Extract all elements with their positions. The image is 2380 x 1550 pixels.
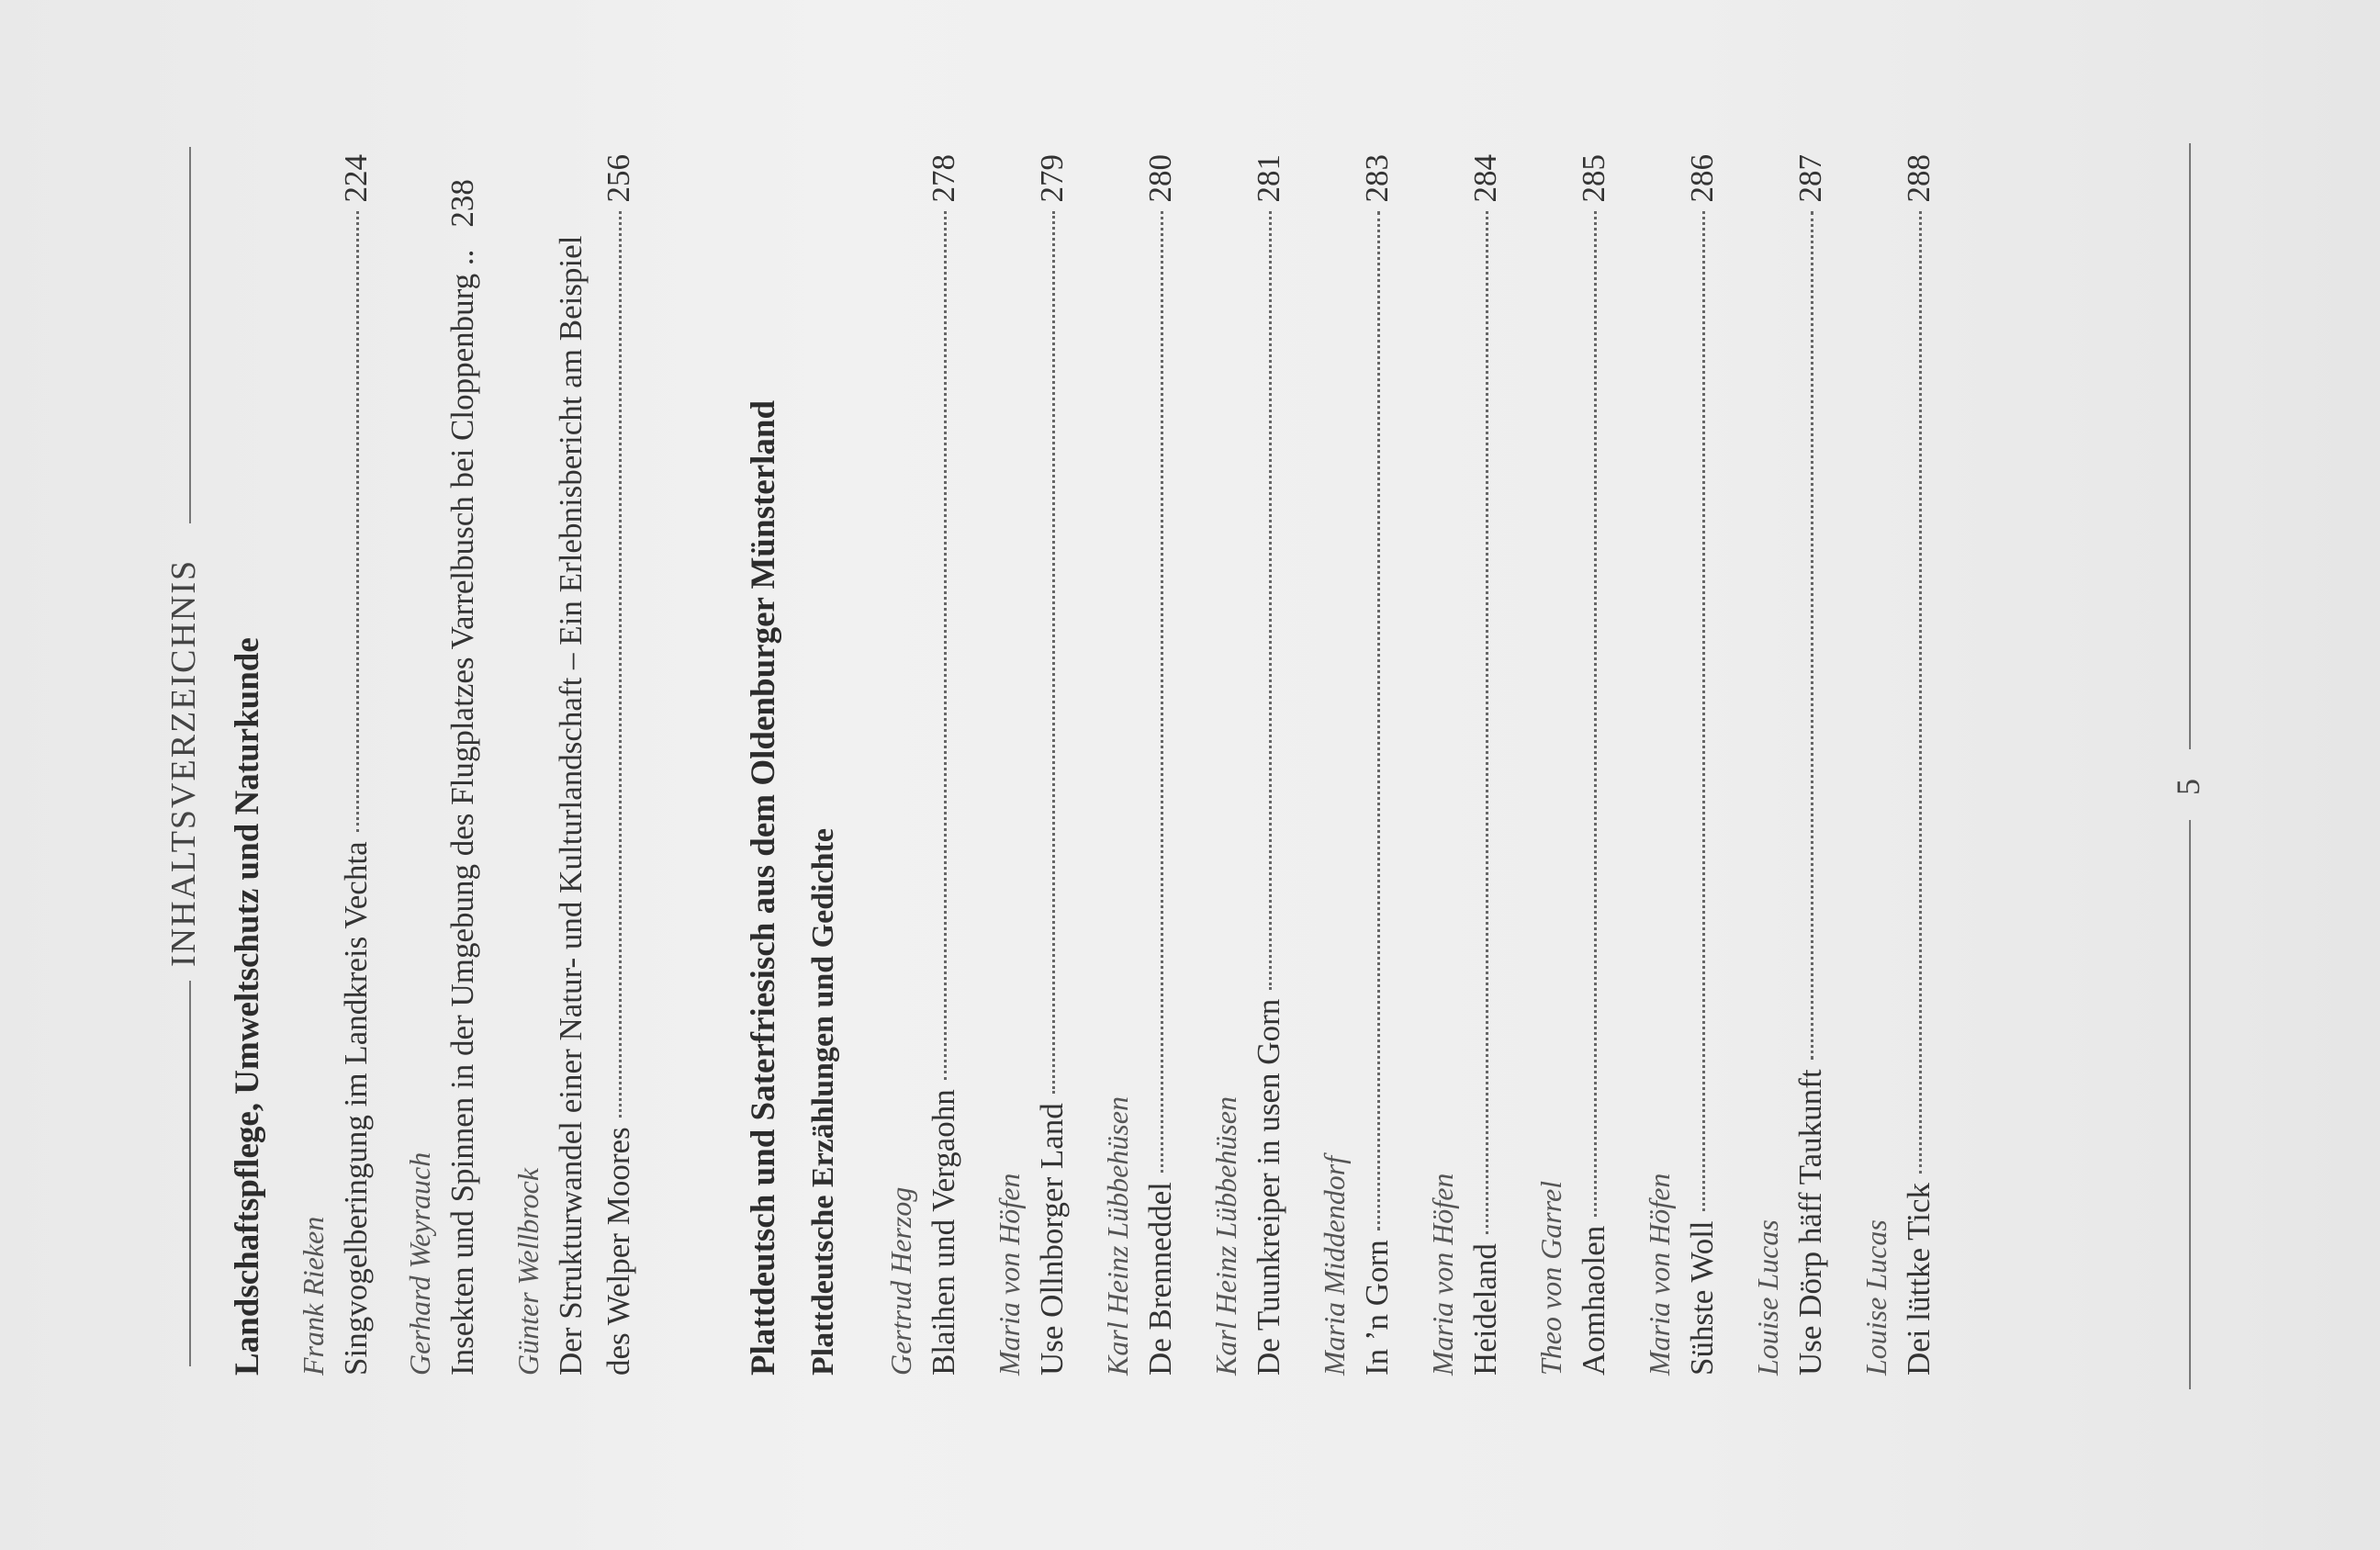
leader-dots (356, 212, 359, 833)
entry-title: Heideland (1467, 1243, 1503, 1376)
entry-author: Maria von Höfen (1426, 1173, 1459, 1376)
entry-author: Günter Wellbrock (511, 1167, 544, 1376)
entry-line (1245, 154, 1293, 1376)
entry-author: Karl Heinz Lübbehüsen (1101, 1096, 1134, 1376)
entry-line (1353, 154, 1401, 1376)
leader-dots (1377, 212, 1380, 1231)
toc-entry (509, 154, 643, 1376)
leader-dots (1269, 212, 1272, 990)
entry-line (920, 154, 968, 1376)
leader-dots (619, 212, 622, 1118)
entry-line (1895, 154, 1943, 1376)
entry-page: 283 (1359, 154, 1395, 203)
section-2-subtitle: Plattdeutsche Erzählungen und Gedichte (806, 828, 840, 1376)
entry-line (1028, 154, 1076, 1376)
entry-author: Maria Middendorf (1318, 1155, 1351, 1376)
entry-line (1787, 154, 1835, 1376)
footer-rule-left (2189, 820, 2191, 1389)
entry-title: In ’n Gorn (1359, 1240, 1395, 1376)
entry-page: 281 (1251, 154, 1286, 203)
toc-entry (1640, 154, 1726, 1376)
section-1-title: Landschaftspflege, Umweltschutz und Naturkunde (229, 637, 266, 1376)
entry-line (1137, 154, 1184, 1376)
entry-author: Maria von Höfen (993, 1173, 1026, 1376)
entry-page: 279 (1034, 154, 1070, 203)
entry-line (1462, 154, 1510, 1376)
leader-dots (1486, 212, 1488, 1235)
entry-title: Sühste Woll (1684, 1220, 1720, 1376)
entry-author: Louise Lucas (1859, 1219, 1892, 1376)
toc-entry (881, 154, 968, 1376)
leader-dots (1702, 212, 1705, 1212)
header-rule-left (189, 981, 191, 1366)
entry-page: 285 (1576, 154, 1611, 203)
header-title: INHALTSVERZEICHNIS (164, 558, 203, 967)
page-number: 5 (2170, 779, 2206, 795)
entry-title: Der Strukturwandel einer Natur- und Kulturlandschaft – Ein Erlebnisbericht am Beispiel (553, 235, 589, 1376)
leader-dots (1161, 212, 1163, 1174)
leader-dots (944, 212, 947, 1081)
entry-author: Louise Lucas (1751, 1219, 1784, 1376)
entry-page: 284 (1467, 154, 1503, 203)
entry-line (1570, 154, 1618, 1376)
entry-author: Frank Rieken (297, 1216, 330, 1376)
entry-title-continued: des Welper Moores (601, 1127, 636, 1376)
leader-dots (1594, 212, 1597, 1217)
entry-author: Theo von Garrel (1534, 1180, 1567, 1376)
toc-entry (1532, 154, 1618, 1376)
entry-page: 286 (1684, 154, 1720, 203)
entry-page: 280 (1142, 154, 1178, 203)
entry-line (1678, 154, 1726, 1376)
entry-author: Gerhard Weyrauch (403, 1151, 436, 1376)
entry-page: 278 (926, 154, 961, 203)
entry-title: Use Ollnborger Land (1034, 1103, 1070, 1376)
leader-dots (1919, 212, 1922, 1174)
entry-title: Use Dörp häff Taukunft (1792, 1069, 1828, 1376)
entry-title: De Tuunkreiper in usen Gorn (1251, 998, 1286, 1376)
entry-title: Aomhaolen (1576, 1225, 1611, 1376)
entry-title: Blaihen und Vergaohn (926, 1089, 961, 1376)
entry-page: 256 (601, 154, 636, 203)
entry-page: 287 (1792, 154, 1828, 203)
entry-title: Singvogelberingung im Landkreis Vechta (338, 841, 374, 1376)
toc-entry (1315, 154, 1401, 1376)
header-rule-right (189, 147, 191, 523)
toc-entry (400, 154, 487, 1376)
entry-author: Karl Heinz Lübbehüsen (1209, 1096, 1242, 1376)
entry-page: 238 (444, 179, 480, 228)
toc-entry (294, 154, 380, 1376)
entry-line (439, 154, 487, 1376)
leader-dots (1052, 212, 1055, 1095)
footer-rule-right (2189, 143, 2191, 749)
toc-entry (1857, 154, 1943, 1376)
toc-entry (1748, 154, 1835, 1376)
entry-line (547, 154, 595, 1376)
entry-line (332, 154, 380, 1376)
toc-entry (1423, 154, 1510, 1376)
entry-title: Dei lüttke Tick (1901, 1182, 1937, 1376)
entry-title: Insekten und Spinnen in der Umgebung des Flugplatzes Varrelbusch bei Cloppenburg .. (444, 249, 480, 1376)
entry-title: De Brenneddel (1142, 1182, 1178, 1376)
toc-entry (990, 154, 1076, 1376)
entry-page: 224 (338, 154, 374, 203)
leader-dots (1811, 212, 1813, 1061)
entry-author: Gertrud Herzog (884, 1186, 917, 1376)
entry-author: Maria von Höfen (1643, 1173, 1676, 1376)
entry-page: 288 (1901, 154, 1937, 203)
toc-entry (1098, 154, 1184, 1376)
section-2-title: Plattdeutsch und Saterfriesisch aus dem Oldenburger Münsterland (745, 399, 782, 1376)
toc-entry (1207, 154, 1293, 1376)
entry-line-continued (595, 154, 643, 1376)
